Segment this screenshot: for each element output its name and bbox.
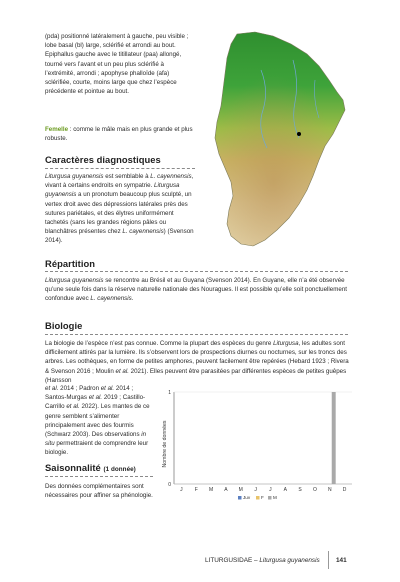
relief-overlay [215,32,345,246]
saisonnalite-note: (1 donnée) [103,466,136,473]
footer-separator [328,551,329,569]
section-rule [45,168,195,169]
bar-m-N [332,392,336,484]
page-number: 141 [336,557,347,564]
x-tick-label: F [194,487,198,493]
section-rule [45,334,348,335]
y-tick-label: 0 [168,481,171,488]
legend-swatch-f [256,496,260,500]
biologie-paragraph-full: La biologie de l’espèce n’est pas connue. Comme la plupart des espèces du genre Liturgusa, les adultes sont difficilement attirés par la lumière. Ils s’observent lors de prospections diurnes ou nocturnes, sur les troncs des arbres. Les oothèques, en forme de petites amphores, peuvent facilement être repérées (Hebard 1923 ; Rivera & Svenson 2016 ; Moulin et al. 2021). Elles peuvent être parasitées par différentes espèces de petites guêpes (Hansson [45,340,349,384]
caracteres-paragraph: Liturgusa guyanensis est semblable à L. cayennensis, vivant à certains endroits en sympatrie. Liturgusa guyanensis a un pronotum beaucoup plus sculpté, un vertex droit avec des dépressions latérales près des sutures pariétales, et des élytres uniformément tachetés (sans les grandes régions pâles ou blanchâtres présentes chez L. cayennensis) (Svenson 2014). [45,173,194,245]
observation-marker [297,132,301,136]
legend-label-m: M [273,495,277,501]
x-tick-label: M [208,487,214,493]
intro-paragraph: (pda) positionné latéralement à gauche, peu visible ; lobe basal (bl) large, sclérifié et arrondi au bout. Epiphallus gauche avec le titillateur (paa) allongé, tourné vers l’avant et un peu plus sclérifié à l’extrémité, arrondi ; apophyse phalloïde (afa) sclérifiée, courte, moins large que chez l’espèce précédente et pointue au bout. [45,33,189,96]
legend-label-juv: Juv [243,495,251,501]
saisonnalite-paragraph: Des données complémentaires sont nécessaires pour affiner sa phénologie. [45,483,153,500]
distribution-map [203,30,355,255]
y-tick-label: 1 [168,389,171,396]
legend-swatch-juv [238,496,242,500]
phenology-chart [158,384,354,504]
x-tick-label: A [283,487,287,493]
repartition-paragraph: Liturgusa guyanensis se rencontre au Brésil et au Guyana (Svenson 2014). En Guyane, elle n’a été observée qu’une seule fois dans la réserve naturelle nationale des Nouragues. Il est possible qu’elle soit ponctuellement confondue avec L. cayennensis. [45,277,348,303]
section-rule [45,476,153,477]
legend-label-f: F [261,495,264,501]
x-tick-label: S [298,487,302,493]
running-footer: LITURGUSIDAE – Liturgusa guyanensis [205,557,320,564]
femelle-paragraph: Femelle : comme le mâle mais en plus grande et plus robuste. [45,126,193,143]
section-title-repartition: Répartition [45,258,96,269]
legend-swatch-m [268,496,272,500]
x-tick-label: M [238,487,243,493]
x-tick-label: N [327,487,332,493]
section-title-caracteres: Caractères diagnostiques [45,154,161,165]
x-tick-label: A [224,487,228,493]
x-tick-label: J [269,487,272,493]
x-tick-label: J [180,487,183,493]
section-title-biologie: Biologie [45,320,83,331]
y-axis-label: Nombre de données [162,420,168,468]
x-tick-label: D [342,487,347,493]
biologie-paragraph-wrap: et al. 2014 ; Padron et al. 2014 ; Santos-Murgas et al. 2019 ; Castillo-Carrillo et al. 2022). Les mantes de ce genre semblent s’alimenter principalement avec des fourmis (Schwarz 2003). Des observations in situ permettraient de comprendre leur biologie. [45,385,150,457]
section-title-saisonnalite: Saisonnalité (1 donnée) [45,462,136,473]
femelle-label: Femelle [45,126,69,133]
x-tick-label: J [254,487,257,493]
section-rule [45,271,348,272]
x-tick-label: O [312,487,317,493]
